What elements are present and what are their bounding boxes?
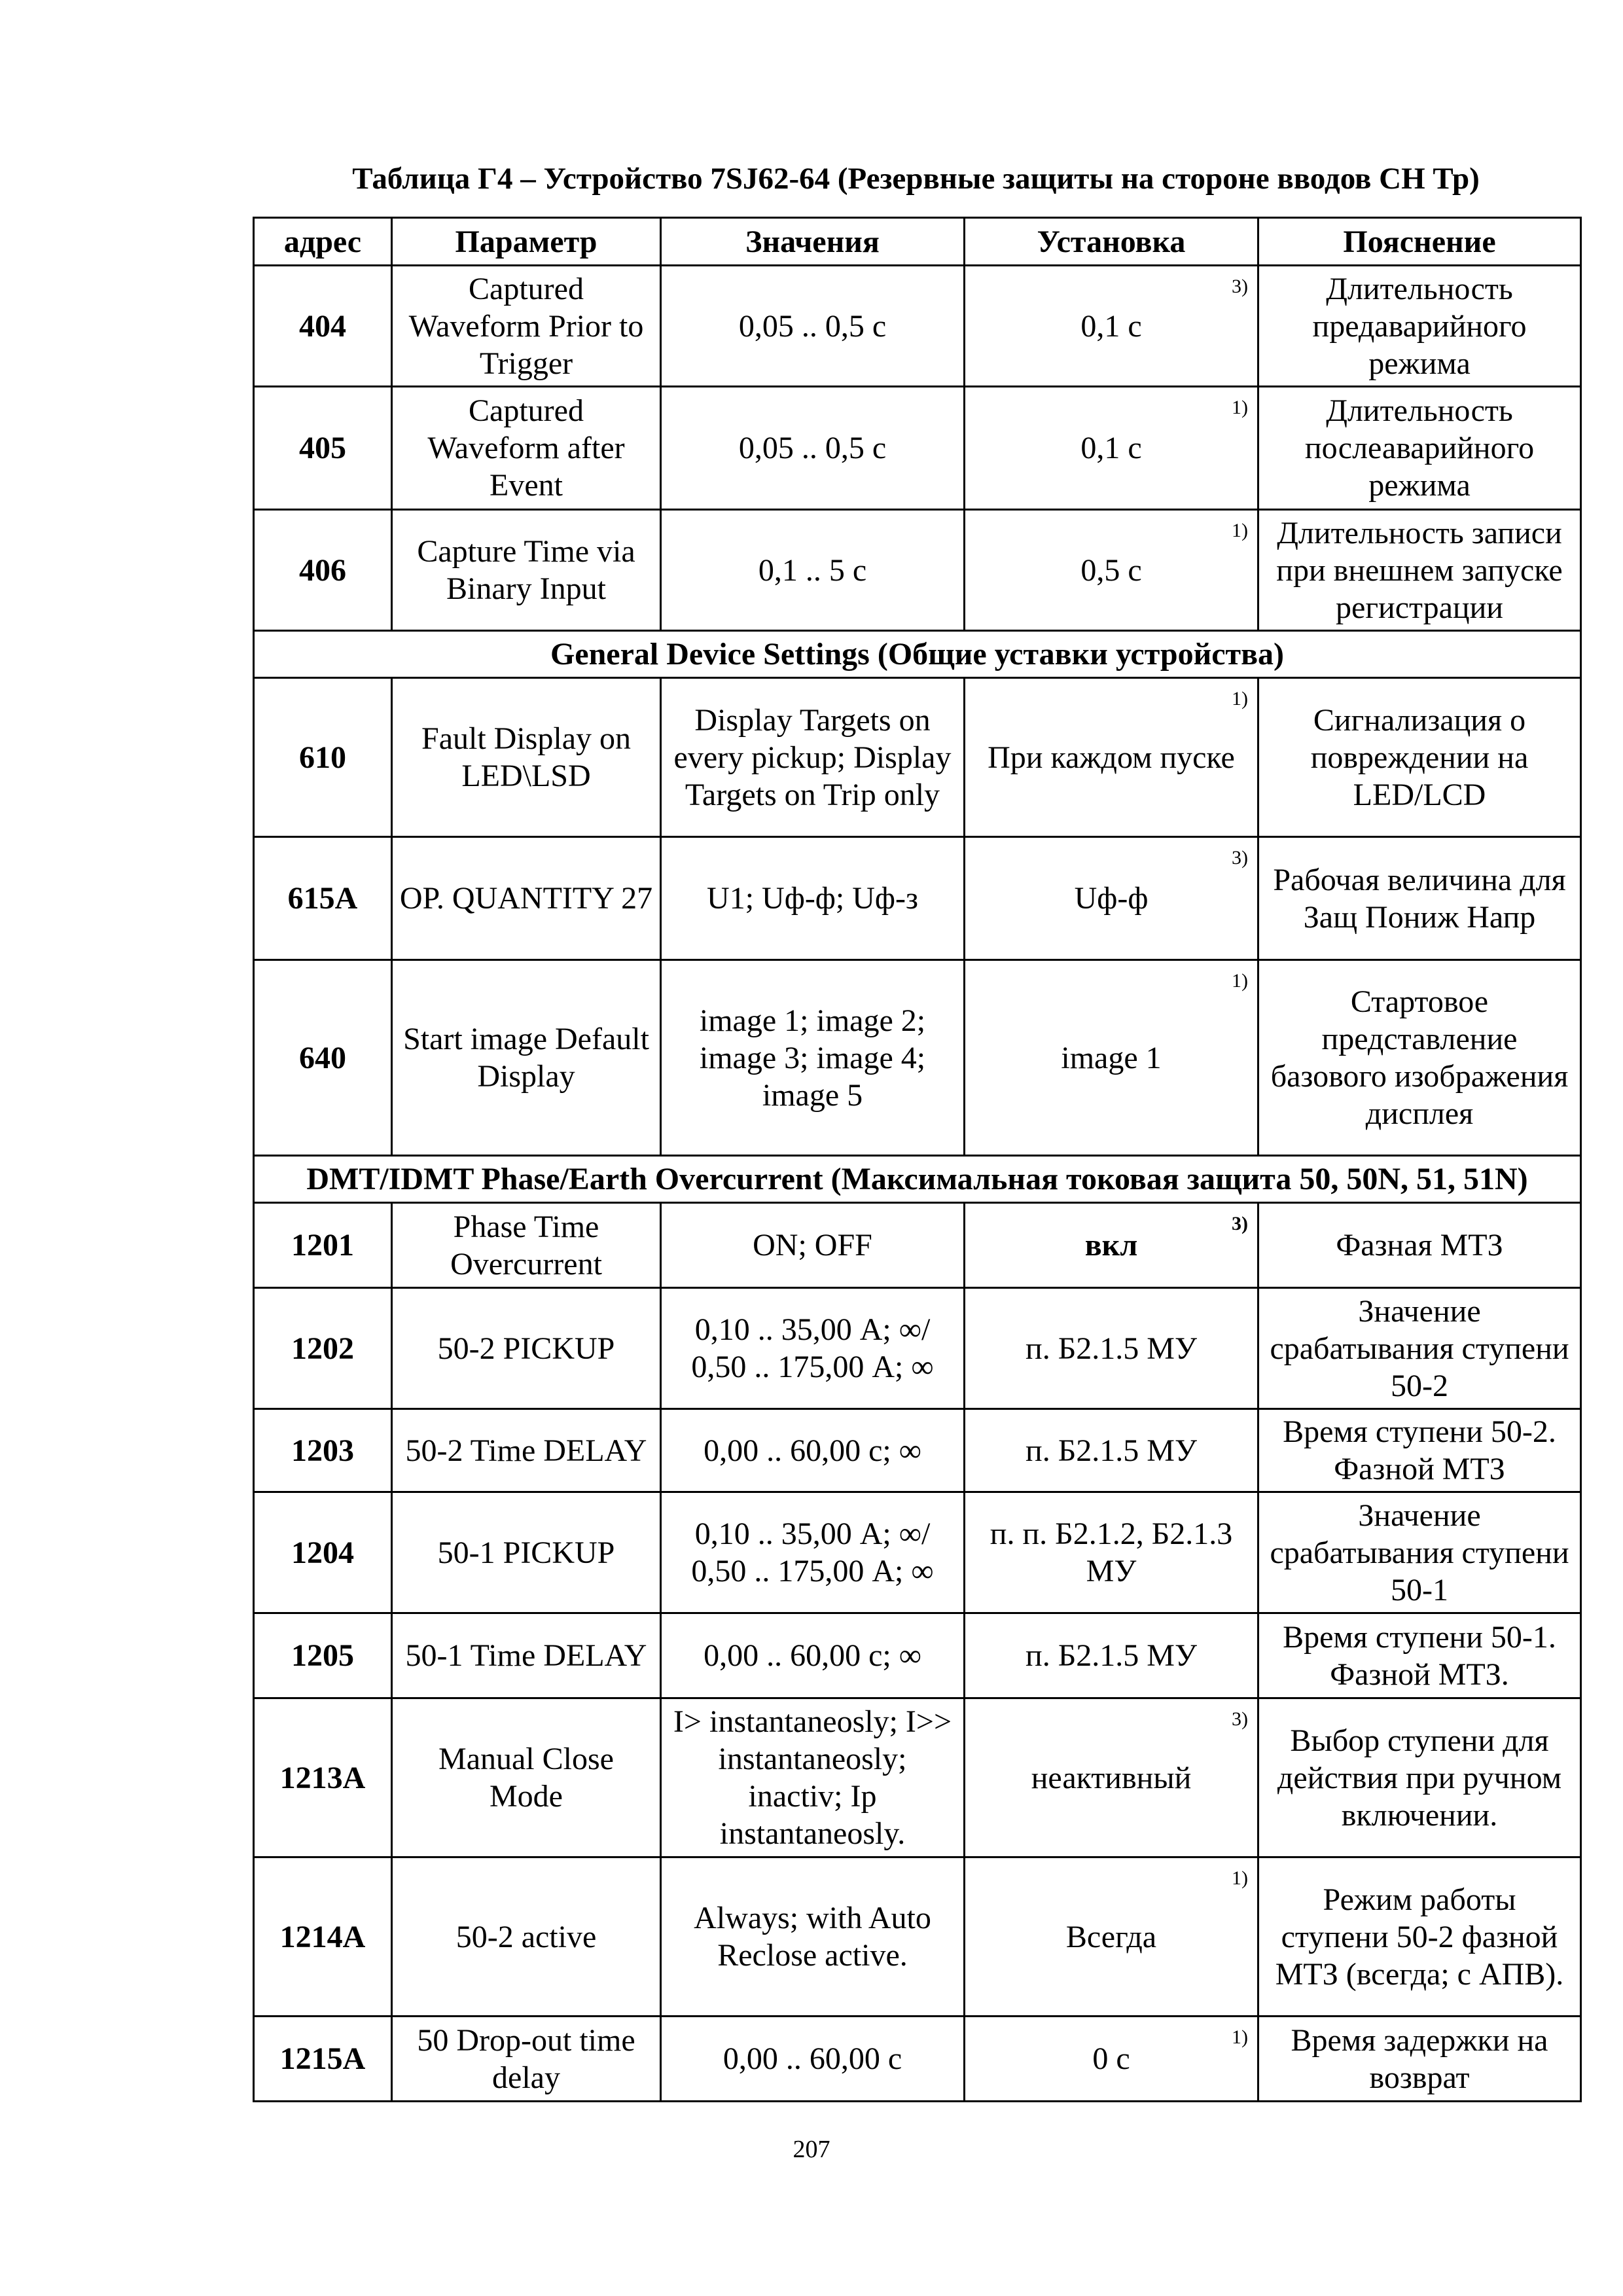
setting-cell	[965, 1857, 1258, 2017]
values-cell-text: Always; with Auto Reclose active.	[694, 1901, 931, 1973]
address-cell	[254, 960, 392, 1156]
address-cell	[254, 1492, 392, 1613]
values-cell-text: 0,00 .. 60,00 с; ∞	[704, 1638, 921, 1673]
setting-cell	[965, 387, 1258, 510]
description-cell	[1258, 1409, 1581, 1492]
address-cell	[254, 387, 392, 510]
description-cell-text: Рабочая величина для Защ Пониж Напр	[1273, 862, 1566, 935]
table-row	[254, 266, 1581, 387]
address-cell	[254, 837, 392, 960]
footnote-marker: 1)	[1232, 397, 1248, 418]
address-cell-text: 1205	[291, 1638, 354, 1673]
description-cell	[1258, 1203, 1581, 1288]
setting-cell	[965, 1409, 1258, 1492]
address-cell-text: 1204	[291, 1535, 354, 1570]
table-row	[254, 1698, 1581, 1857]
parameter-cell-text: Fault Display on LED\LSD	[421, 721, 631, 793]
footnote-marker: 1)	[1232, 688, 1248, 709]
parameter-cell-text: 50-2 active	[455, 1919, 597, 1954]
address-cell	[254, 1857, 392, 2017]
values-cell	[661, 510, 965, 631]
description-cell	[1258, 678, 1581, 837]
address-cell-text: 1215A	[279, 2041, 366, 2076]
parameter-cell	[392, 2017, 661, 2102]
table-row	[254, 678, 1581, 837]
parameter-cell-text: OP. QUANTITY 27	[399, 881, 653, 916]
table-row	[254, 837, 1581, 960]
address-cell	[254, 1613, 392, 1698]
table-title: Таблица Г4 – Устройство 7SJ62-64 (Резервные защиты на стороне вводов СН Тр)	[352, 162, 1480, 196]
values-cell	[661, 1698, 965, 1857]
setting-cell-text: п. п. Б2.1.2, Б2.1.3 МУ	[990, 1516, 1233, 1588]
values-cell-text: 0,05 .. 0,5 с	[738, 431, 887, 465]
description-cell	[1258, 960, 1581, 1156]
section-row	[254, 1156, 1581, 1203]
table-row	[254, 960, 1581, 1156]
parameter-cell	[392, 1203, 661, 1288]
description-cell	[1258, 2017, 1581, 2102]
values-cell-text: 0,10 .. 35,00 А; ∞/ 0,50 .. 175,00 А; ∞	[691, 1516, 934, 1588]
table-row	[254, 387, 1581, 510]
parameter-cell-text: 50-1 Time DELAY	[405, 1638, 647, 1673]
header-setting: Установка	[965, 218, 1258, 266]
description-cell	[1258, 1613, 1581, 1698]
table-row	[254, 1857, 1581, 2017]
address-cell	[254, 1288, 392, 1409]
values-cell	[661, 1288, 965, 1409]
address-cell	[254, 1203, 392, 1288]
setting-cell	[965, 266, 1258, 387]
parameter-cell	[392, 1857, 661, 2017]
description-cell-text: Длительность предаварийного режима	[1312, 271, 1527, 381]
parameter-cell	[392, 510, 661, 631]
setting-cell-text: 0,5 с	[1080, 552, 1142, 588]
values-cell-text: 0,00 .. 60,00 с; ∞	[704, 1433, 921, 1468]
address-cell-text: 405	[299, 431, 346, 465]
values-cell-text: 0,05 .. 0,5 с	[738, 308, 887, 344]
section-title: DMT/IDMT Phase/Earth Overcurrent (Максимальная токовая защита 50, 50N, 51, 51N)	[254, 1156, 1581, 1203]
parameter-cell-text: 50-2 PICKUP	[437, 1331, 615, 1366]
values-cell-text: 0,1 .. 5 с	[758, 552, 867, 588]
header-values: Значения	[661, 218, 965, 266]
table-row	[254, 510, 1581, 631]
address-cell-text: 610	[299, 740, 346, 775]
parameter-cell-text: Capture Time via Binary Input	[417, 534, 635, 606]
setting-cell	[965, 837, 1258, 960]
setting-cell-text: Uф-ф	[1074, 881, 1149, 916]
address-cell-text: 1202	[291, 1331, 354, 1366]
values-cell	[661, 266, 965, 387]
values-cell	[661, 1409, 965, 1492]
description-cell-text: Сигнализация о повреждении на LED/LCD	[1310, 702, 1529, 812]
table-row	[254, 1492, 1581, 1613]
values-cell	[661, 387, 965, 510]
settings-table	[253, 217, 1582, 2102]
setting-cell-text: 0,1 с	[1080, 308, 1142, 344]
footnote-marker: 1)	[1232, 2026, 1248, 2048]
address-cell-text: 640	[299, 1040, 346, 1075]
address-cell-text: 615A	[287, 881, 358, 916]
description-cell	[1258, 266, 1581, 387]
values-cell-text: 0,10 .. 35,00 А; ∞/ 0,50 .. 175,00 А; ∞	[691, 1312, 934, 1384]
values-cell-text: U1; Uф-ф; Uф-з	[707, 881, 918, 916]
parameter-cell-text: Captured Waveform Prior to Trigger	[408, 271, 644, 381]
table-row	[254, 1203, 1581, 1288]
values-cell	[661, 1857, 965, 2017]
page-number: 207	[793, 2136, 830, 2163]
values-cell-text: I> instantaneosly; I>> instantaneosly; inactiv; Ip instantaneosly.	[673, 1704, 952, 1851]
values-cell	[661, 1613, 965, 1698]
address-cell-text: 1201	[291, 1228, 354, 1263]
parameter-cell	[392, 1409, 661, 1492]
setting-cell-text: 0 с	[1092, 2041, 1130, 2076]
header-parameter: Параметр	[392, 218, 661, 266]
values-cell	[661, 1203, 965, 1288]
description-cell-text: Стартовое представление базового изображения дисплея	[1270, 984, 1569, 1131]
footnote-marker: 1)	[1232, 970, 1248, 992]
values-cell	[661, 837, 965, 960]
description-cell	[1258, 387, 1581, 510]
description-cell	[1258, 1492, 1581, 1613]
description-cell-text: Фазная МТЗ	[1336, 1228, 1503, 1263]
footnote-marker: 1)	[1232, 1867, 1248, 1889]
description-cell	[1258, 1288, 1581, 1409]
setting-cell-text: п. Б2.1.5 МУ	[1026, 1433, 1197, 1468]
parameter-cell-text: 50-1 PICKUP	[437, 1535, 615, 1570]
parameter-cell	[392, 678, 661, 837]
parameter-cell	[392, 387, 661, 510]
address-cell-text: 1214A	[279, 1919, 366, 1954]
values-cell	[661, 2017, 965, 2102]
setting-cell	[965, 960, 1258, 1156]
parameter-cell-text: Manual Close Mode	[438, 1742, 614, 1814]
address-cell-text: 406	[299, 552, 346, 588]
description-cell-text: Длительность записи при внешнем запуске регистрации	[1276, 515, 1563, 625]
table-body	[254, 266, 1581, 2102]
description-cell-text: Режим работы ступени 50-2 фазной МТЗ (всегда; с АПВ).	[1275, 1882, 1564, 1992]
parameter-cell	[392, 1698, 661, 1857]
setting-cell	[965, 1492, 1258, 1613]
description-cell	[1258, 1857, 1581, 2017]
description-cell-text: Значение срабатывания ступени 50-1	[1270, 1498, 1569, 1607]
setting-cell-text: п. Б2.1.5 МУ	[1026, 1331, 1197, 1366]
address-cell-text: 1203	[291, 1433, 354, 1468]
description-cell-text: Время задержки на возврат	[1291, 2022, 1548, 2095]
table-header-row	[254, 218, 1581, 266]
description-cell	[1258, 837, 1581, 960]
parameter-cell-text: Phase Time Overcurrent	[450, 1209, 602, 1282]
address-cell	[254, 2017, 392, 2102]
address-cell	[254, 1698, 392, 1857]
values-cell	[661, 1492, 965, 1613]
setting-cell-text: image 1	[1061, 1040, 1162, 1075]
header-description: Пояснение	[1258, 218, 1581, 266]
setting-cell	[965, 1613, 1258, 1698]
values-cell	[661, 960, 965, 1156]
setting-cell-text: 0,1 с	[1080, 431, 1142, 465]
setting-cell-text: вкл	[1084, 1228, 1138, 1263]
address-cell	[254, 510, 392, 631]
values-cell-text: ON; OFF	[753, 1228, 872, 1263]
table-row	[254, 1288, 1581, 1409]
description-cell-text: Выбор ступени для действия при ручном включении.	[1277, 1723, 1562, 1833]
description-cell-text: Время ступени 50-2. Фазной МТЗ	[1283, 1414, 1556, 1486]
description-cell-text: Значение срабатывания ступени 50-2	[1270, 1293, 1569, 1403]
parameter-cell	[392, 1613, 661, 1698]
address-cell	[254, 678, 392, 837]
setting-cell-text: При каждом пуске	[988, 740, 1235, 775]
setting-cell	[965, 1698, 1258, 1857]
setting-cell	[965, 2017, 1258, 2102]
parameter-cell-text: 50-2 Time DELAY	[405, 1433, 647, 1468]
address-cell	[254, 266, 392, 387]
setting-cell	[965, 1203, 1258, 1288]
table-row	[254, 1613, 1581, 1698]
address-cell-text: 404	[299, 308, 346, 344]
values-cell-text: Display Targets on every pickup; Display Targets on Trip only	[673, 702, 952, 812]
setting-cell	[965, 1288, 1258, 1409]
values-cell-text: image 1; image 2; image 3; image 4; image 5	[699, 1003, 926, 1113]
table-row	[254, 1409, 1581, 1492]
setting-cell-text: неактивный	[1031, 1760, 1192, 1795]
parameter-cell-text: 50 Drop-out time delay	[417, 2022, 635, 2095]
description-cell	[1258, 510, 1581, 631]
parameter-cell	[392, 837, 661, 960]
description-cell	[1258, 1698, 1581, 1857]
footnote-marker: 3)	[1232, 847, 1248, 869]
footnote-marker: 3)	[1232, 1708, 1248, 1730]
section-title: General Device Settings (Общие уставки устройства)	[254, 631, 1581, 678]
footnote-marker: 3)	[1232, 276, 1248, 297]
table-row	[254, 2017, 1581, 2102]
setting-cell-text: п. Б2.1.5 МУ	[1026, 1638, 1197, 1673]
parameter-cell	[392, 1492, 661, 1613]
parameter-cell	[392, 266, 661, 387]
parameter-cell-text: Captured Waveform after Event	[427, 393, 625, 503]
values-cell-text: 0,00 .. 60,00 с	[722, 2041, 902, 2076]
section-row	[254, 631, 1581, 678]
description-cell-text: Время ступени 50-1. Фазной МТЗ.	[1283, 1619, 1556, 1692]
description-cell-text: Длительность послеаварийного режима	[1304, 393, 1535, 503]
parameter-cell	[392, 960, 661, 1156]
address-cell-text: 1213A	[279, 1760, 366, 1795]
setting-cell	[965, 510, 1258, 631]
parameter-cell-text: Start image Default Display	[403, 1022, 649, 1094]
setting-cell-text: Всегда	[1065, 1919, 1157, 1954]
footnote-marker: 3)	[1232, 1213, 1248, 1234]
address-cell	[254, 1409, 392, 1492]
header-address: адрес	[254, 218, 392, 266]
setting-cell	[965, 678, 1258, 837]
parameter-cell	[392, 1288, 661, 1409]
values-cell	[661, 678, 965, 837]
footnote-marker: 1)	[1232, 520, 1248, 541]
